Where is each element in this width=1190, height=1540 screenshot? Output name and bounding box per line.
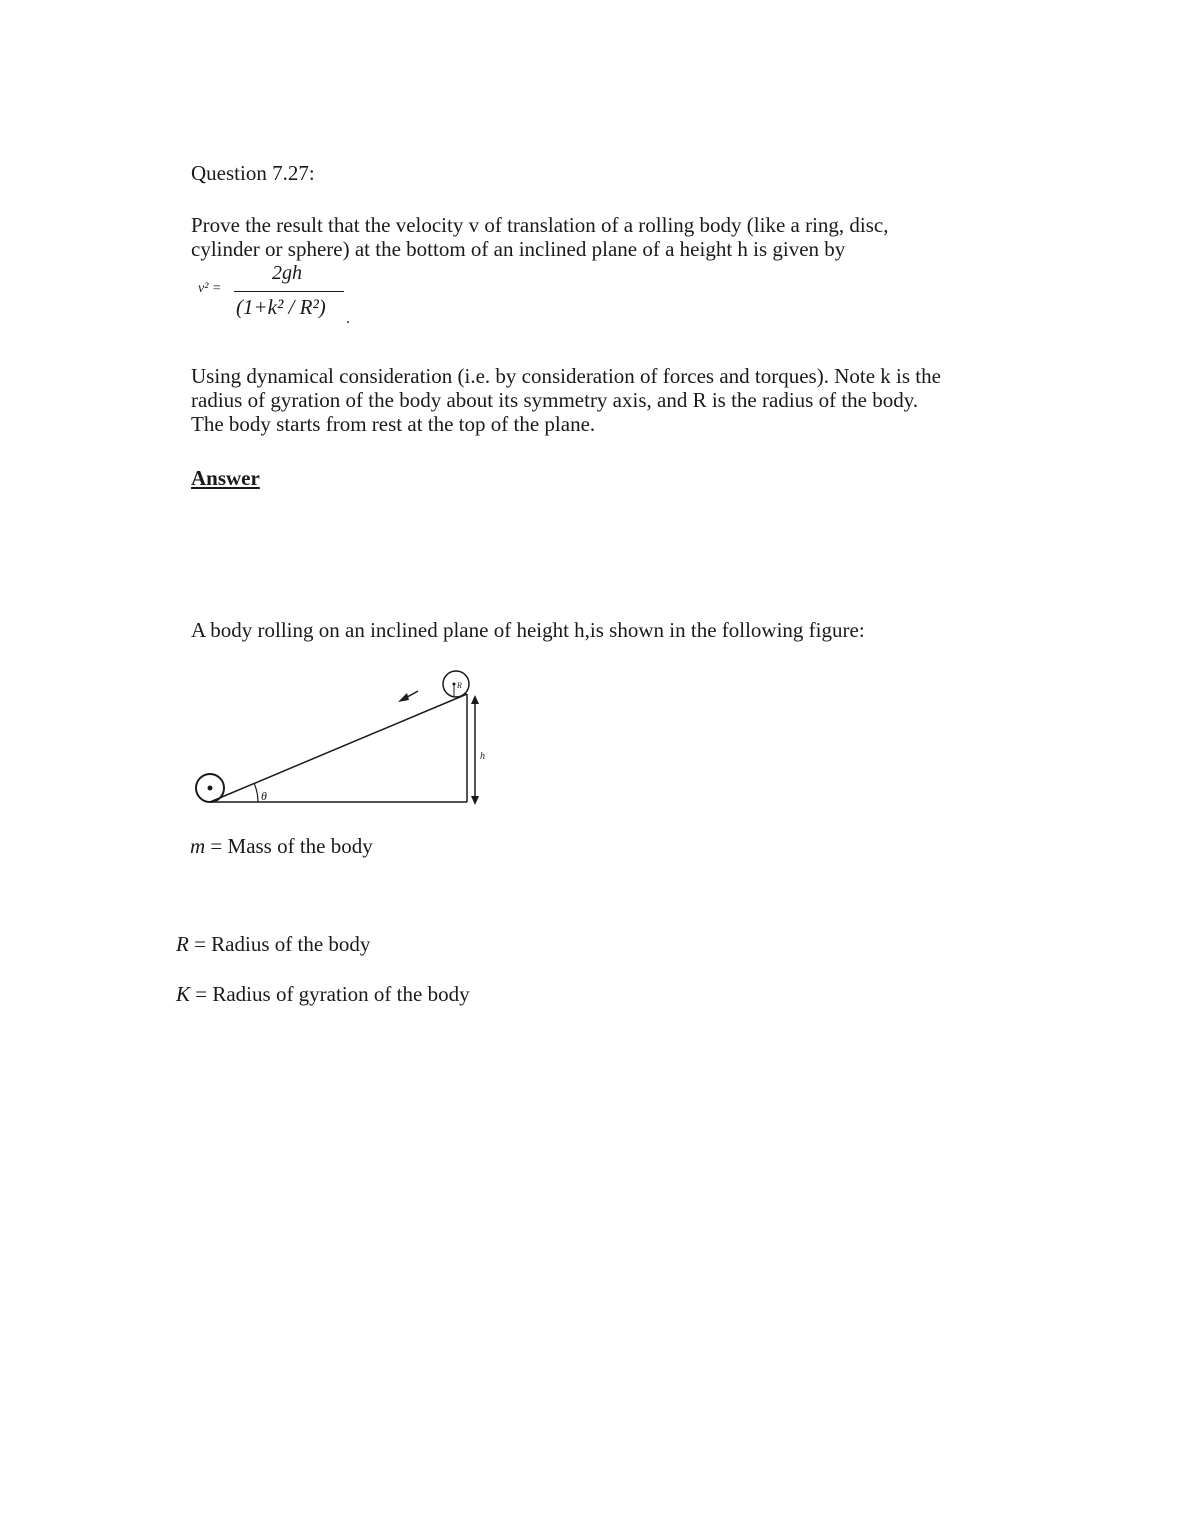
prompt-line-2: cylinder or sphere) at the bottom of an inclined plane of a height h is given by (191, 237, 846, 261)
definition-mass-symbol: m (190, 834, 206, 858)
answer-heading: Answer (191, 466, 260, 490)
height-arrow-bottom (471, 796, 479, 805)
inclined-plane-figure (180, 655, 500, 815)
definition-radius-text: = Radius of the body (188, 932, 371, 956)
prompt-line-1: Prove the result that the velocity v of translation of a rolling body (like a ring, disc, (191, 213, 889, 237)
body-top-center (453, 683, 456, 686)
question-prompt (191, 213, 889, 261)
body-top (443, 671, 469, 697)
definition-mass (190, 834, 373, 858)
radius-label: R (457, 681, 462, 690)
velocity-formula (196, 262, 366, 336)
height-label: h (480, 751, 485, 762)
formula-denominator: (1+k² / R²) (236, 295, 326, 319)
incline-slope (210, 694, 467, 802)
definition-radius-symbol: R (176, 932, 189, 956)
question-label: Question 7.27: (191, 161, 315, 185)
definition-radius (176, 932, 370, 956)
context-line-2: radius of gyration of the body about its symmetry axis, and R is the radius of the body. (191, 388, 919, 412)
definition-mass-text: = Mass of the body (205, 834, 373, 858)
formula-lhs: v² = (198, 281, 222, 296)
angle-arc (254, 783, 258, 802)
question-context (191, 364, 941, 436)
formula-trail: . (346, 310, 350, 327)
answer-intro: A body rolling on an inclined plane of height h,is shown in the following figure: (191, 618, 865, 642)
body-bottom-center (208, 786, 213, 791)
motion-arrow-head (398, 693, 409, 702)
fraction-bar (234, 291, 344, 292)
definition-gyration-text: = Radius of gyration of the body (190, 982, 470, 1006)
definition-gyration-symbol: K (176, 982, 191, 1006)
angle-label: θ (261, 789, 267, 803)
context-line-3: The body starts from rest at the top of the plane. (191, 412, 596, 436)
definition-gyration (176, 982, 470, 1006)
context-line-1: Using dynamical consideration (i.e. by consideration of forces and torques). Note k is the (191, 364, 941, 388)
height-arrow-top (471, 695, 479, 704)
formula-numerator: 2gh (272, 262, 302, 284)
